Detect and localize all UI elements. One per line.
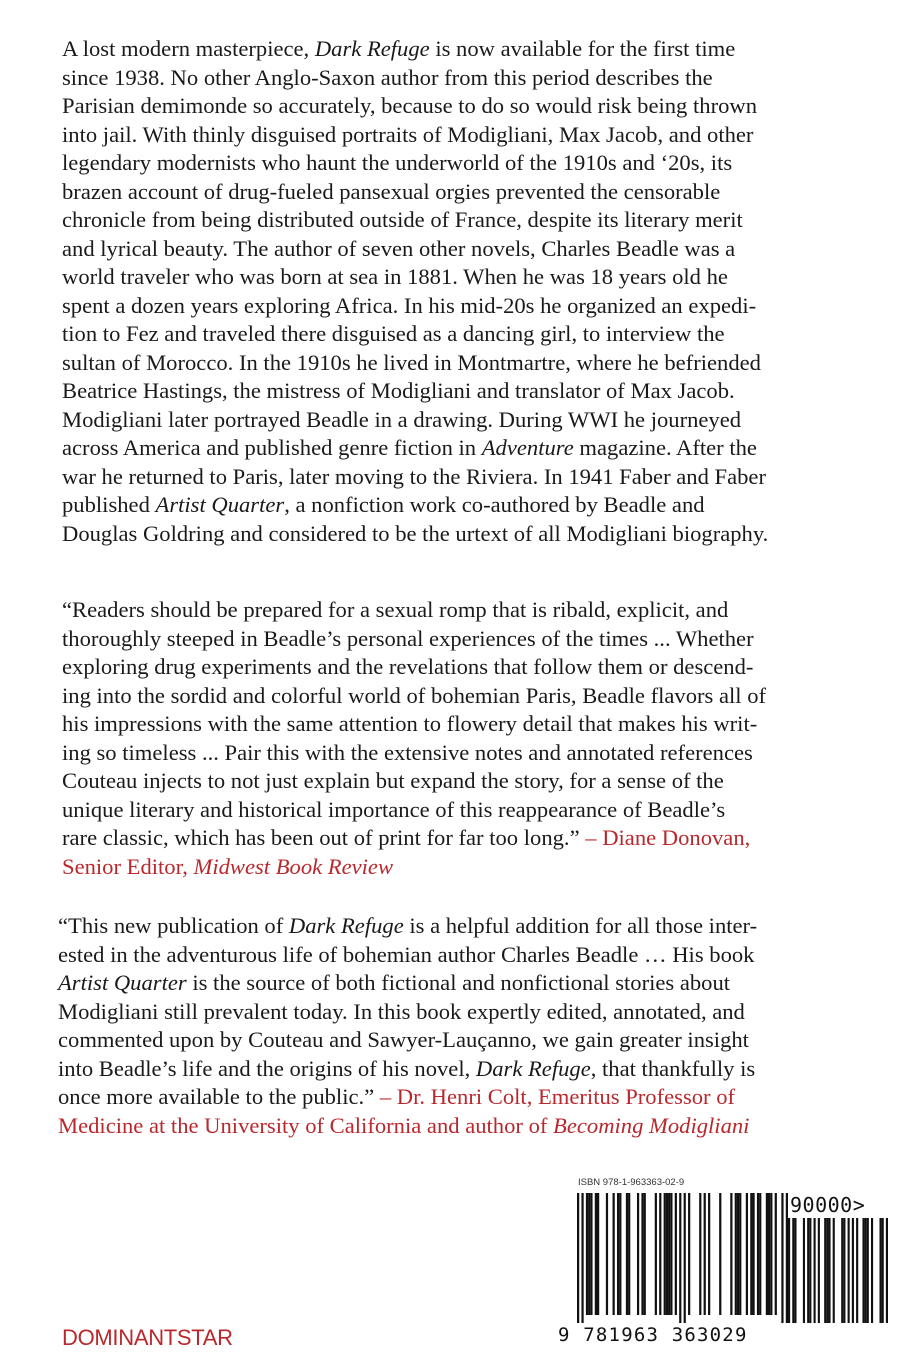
text-run: and lyrical beauty. The author of seven other novels, Charles Beadle was a: [62, 235, 736, 261]
barcode-bar: [766, 1193, 768, 1315]
text-run: – Diane Donovan,: [585, 825, 751, 850]
isbn-label: ISBN 978-1-963363-02-9: [578, 1177, 685, 1188]
text-run: exploring drug experiments and the revelations that follow them or descend-: [62, 654, 754, 679]
text-line: [62, 406, 768, 435]
barcode-bar: [666, 1193, 668, 1315]
barcode-bar: [794, 1218, 796, 1323]
text-run: brazen account of drug-fueled pansexual orgies prevented the censorable: [62, 178, 721, 204]
review-quote-henri-colt: [58, 912, 757, 1140]
review-quote-midwest-book-review: [62, 596, 766, 881]
text-run: Douglas Goldring and considered to be the urtext of all Modigliani biography.: [62, 520, 769, 546]
barcode-bar: [719, 1193, 721, 1315]
text-line: [62, 263, 768, 292]
text-run: Couteau injects to not just explain but expand the story, for a sense of the: [62, 768, 724, 793]
barcode-bar: [886, 1218, 888, 1323]
barcode-bar: [818, 1218, 820, 1323]
text-line: [58, 998, 757, 1027]
barcode-bar: [781, 1193, 783, 1323]
ean13-barcode: [577, 1193, 788, 1323]
text-run: tion to Fez and traveled there disguised as a dancing girl, to interview the: [62, 321, 725, 346]
barcode-bar: [688, 1193, 690, 1315]
italic-title: Adventure: [481, 435, 574, 460]
barcode-bar: [833, 1218, 835, 1323]
barcode-bar: [626, 1193, 628, 1315]
text-run: sultan of Morocco. In the 1910s he lived in Montmartre, where he befriended: [62, 349, 761, 375]
barcode-bar: [675, 1193, 677, 1315]
text-run: Senior Editor,: [62, 853, 194, 879]
text-run: published: [62, 492, 156, 517]
barcode-bar: [746, 1193, 748, 1315]
ean-digits: 9 781963 363029: [558, 1324, 748, 1346]
text-line: [62, 149, 768, 178]
text-run: since 1938. No other Anglo-Saxon author from this period describes the: [62, 64, 713, 90]
text-line: [62, 824, 766, 853]
barcode-bar: [664, 1193, 666, 1315]
text-run: commented upon by Couteau and Sawyer-Lauçanno, we gain greater insight: [58, 1027, 749, 1052]
italic-title: Dark Refuge: [475, 1055, 591, 1081]
text-line: [62, 739, 766, 768]
barcode-bar: [597, 1193, 599, 1315]
barcode-bar: [865, 1218, 867, 1323]
text-line: [62, 35, 768, 64]
barcode-bar: [807, 1218, 809, 1323]
text-line: [58, 912, 757, 941]
barcode-bar: [814, 1218, 816, 1323]
barcode-bar: [867, 1218, 869, 1323]
text-run: chronicle from being distributed outside of France, despite its literary merit: [62, 207, 743, 232]
text-line: [62, 292, 768, 321]
text-run: ested in the adventurous life of bohemian author Charles Beadle … His book: [58, 941, 755, 967]
barcode-bar: [735, 1193, 737, 1315]
barcode-bar: [577, 1193, 579, 1323]
text-run: A lost modern masterpiece,: [62, 36, 315, 61]
text-run: Modigliani still prevalent today. In this book expertly edited, annotated, and: [58, 998, 745, 1024]
barcode-bar: [757, 1193, 759, 1315]
text-line: [62, 520, 768, 549]
text-run: Medicine at the University of California and author of: [58, 1112, 554, 1138]
barcode-bar: [617, 1193, 619, 1315]
barcode-bar: [848, 1218, 850, 1323]
italic-title: Becoming Modigliani: [553, 1112, 750, 1138]
barcode-bar: [828, 1218, 830, 1323]
text-line: [62, 434, 768, 463]
barcode-bar: [843, 1218, 845, 1323]
text-run: across America and published genre fiction in: [62, 435, 482, 460]
italic-title: Dark Refuge: [288, 913, 404, 938]
text-line: [62, 463, 768, 492]
barcode-bar: [879, 1218, 881, 1323]
barcode-bar: [595, 1193, 597, 1315]
text-run: ing into the sordid and colorful world of bohemian Paris, Beadle flavors all of: [62, 682, 767, 708]
barcode-bar: [668, 1193, 670, 1315]
text-line: [62, 767, 766, 796]
barcode-bar: [628, 1193, 630, 1315]
barcode-bar: [606, 1193, 608, 1315]
barcode-bar: [644, 1193, 646, 1315]
text-run: spent a dozen years exploring Africa. In his mid-20s he organized an expedi-: [62, 292, 757, 318]
text-line: [62, 64, 768, 93]
text-run: into Beadle’s life and the origins of his novel,: [58, 1055, 476, 1081]
text-line: [62, 349, 768, 378]
text-run: is the source of both fictional and nonfictional stories about: [186, 970, 731, 995]
text-run: Modigliani later portrayed Beadle in a drawing. During WWI he journeyed: [62, 406, 742, 432]
barcode-bar: [759, 1193, 761, 1315]
barcode-bar: [856, 1218, 858, 1323]
text-line: [62, 653, 766, 682]
barcode-bar: [637, 1193, 639, 1315]
barcode-bar: [737, 1193, 739, 1315]
barcode-bar: [852, 1218, 854, 1323]
text-run: rare classic, which has been out of print for far too long.”: [62, 825, 586, 850]
barcode-bar: [613, 1193, 615, 1315]
barcode-bar: [739, 1193, 741, 1315]
text-line: [58, 941, 757, 970]
barcode-bar: [775, 1193, 777, 1315]
barcode-bar: [826, 1218, 828, 1323]
text-line: [62, 377, 768, 406]
text-run: – Dr. Henri Colt, Emeritus Professor of: [379, 1084, 736, 1109]
barcode-bar: [770, 1193, 772, 1315]
text-line: [62, 710, 766, 739]
book-description: [62, 35, 768, 548]
barcode-bar: [699, 1193, 701, 1315]
text-line: [62, 796, 766, 825]
text-line: [62, 320, 768, 349]
italic-title: Artist Quarter: [155, 492, 285, 517]
text-line: [62, 491, 768, 520]
text-run: unique literary and historical importance of this reappearance of Beadle’s: [62, 796, 726, 822]
barcode-bar: [641, 1193, 643, 1315]
text-line: [62, 625, 766, 654]
text-run: magazine. After the: [573, 435, 757, 460]
text-line: [62, 178, 768, 207]
text-line: [62, 206, 768, 235]
barcode-bar: [824, 1218, 826, 1323]
barcode-bar: [803, 1218, 805, 1323]
barcode-bar: [670, 1193, 672, 1315]
text-line: [58, 1026, 757, 1055]
barcode-bar: [871, 1218, 873, 1323]
italic-title: Dark Refuge: [314, 36, 430, 61]
text-line: [62, 92, 768, 121]
barcode-bar: [750, 1193, 752, 1315]
publisher-logo: DOMINANTSTAR: [62, 1325, 233, 1350]
price-addon-barcode: [788, 1218, 888, 1323]
barcode-bar: [581, 1193, 583, 1323]
barcode-bar: [704, 1193, 706, 1315]
text-run: Beatrice Hastings, the mistress of Modigliani and translator of Max Jacob.: [62, 378, 735, 403]
text-line: [62, 682, 766, 711]
text-run: “Readers should be prepared for a sexual romp that is ribald, explicit, and: [62, 597, 729, 622]
barcode-bar: [659, 1193, 661, 1315]
text-run: legendary modernists who haunt the underworld of the 1910s and ‘20s, its: [62, 150, 733, 175]
barcode-bar: [882, 1218, 884, 1323]
text-run: world traveler who was born at sea in 1881. When he was 18 years old he: [62, 264, 728, 289]
barcode-bar: [841, 1218, 843, 1323]
text-line: [62, 853, 766, 882]
barcode-bar: [588, 1193, 590, 1315]
text-run: , a nonfiction work co-authored by Beadle and: [284, 492, 705, 517]
text-run: his impressions with the same attention to flowery detail that makes his writ-: [62, 711, 758, 736]
barcode-bar: [792, 1218, 794, 1323]
text-line: [58, 969, 757, 998]
barcode-bar: [752, 1193, 754, 1315]
text-line: [62, 596, 766, 625]
italic-title: Midwest Book Review: [193, 853, 394, 879]
barcode-bar: [590, 1193, 592, 1315]
barcode-bar: [619, 1193, 621, 1315]
text-run: thoroughly steeped in Beadle’s personal experiences of the times ... Whether: [62, 625, 754, 651]
barcode-bar: [788, 1218, 790, 1323]
barcode-bar: [862, 1218, 864, 1323]
text-run: is a helpful addition for all those inter-: [403, 913, 758, 938]
barcode-bar: [809, 1218, 811, 1323]
text-run: Parisian demimonde so accurately, because to do so would risk being thrown: [62, 93, 758, 118]
barcode-bar: [655, 1193, 657, 1315]
text-run: into jail. With thinly disguised portraits of Modigliani, Max Jacob, and other: [62, 121, 754, 147]
text-line: [58, 1083, 757, 1112]
barcode-bar: [679, 1193, 681, 1323]
text-run: is now available for the first time: [429, 36, 736, 61]
text-run: , that thankfully is: [590, 1055, 756, 1081]
text-run: war he returned to Paris, later moving to the Riviera. In 1941 Faber and Faber: [62, 463, 766, 489]
italic-title: Artist Quarter: [58, 970, 187, 995]
barcode-bar: [586, 1193, 588, 1315]
barcode-bar: [684, 1193, 686, 1323]
barcode-bar: [730, 1193, 732, 1315]
text-line: [62, 235, 768, 264]
text-line: [58, 1112, 757, 1141]
barcode-bar: [768, 1193, 770, 1315]
text-line: [58, 1055, 757, 1084]
price-addon-digits: 90000>: [790, 1193, 866, 1217]
text-line: [62, 121, 768, 150]
barcode-bar: [708, 1193, 710, 1315]
text-run: once more available to the public.”: [58, 1084, 380, 1109]
text-run: “This new publication of: [58, 913, 289, 938]
text-run: ing so timeless ... Pair this with the extensive notes and annotated references: [62, 739, 753, 765]
